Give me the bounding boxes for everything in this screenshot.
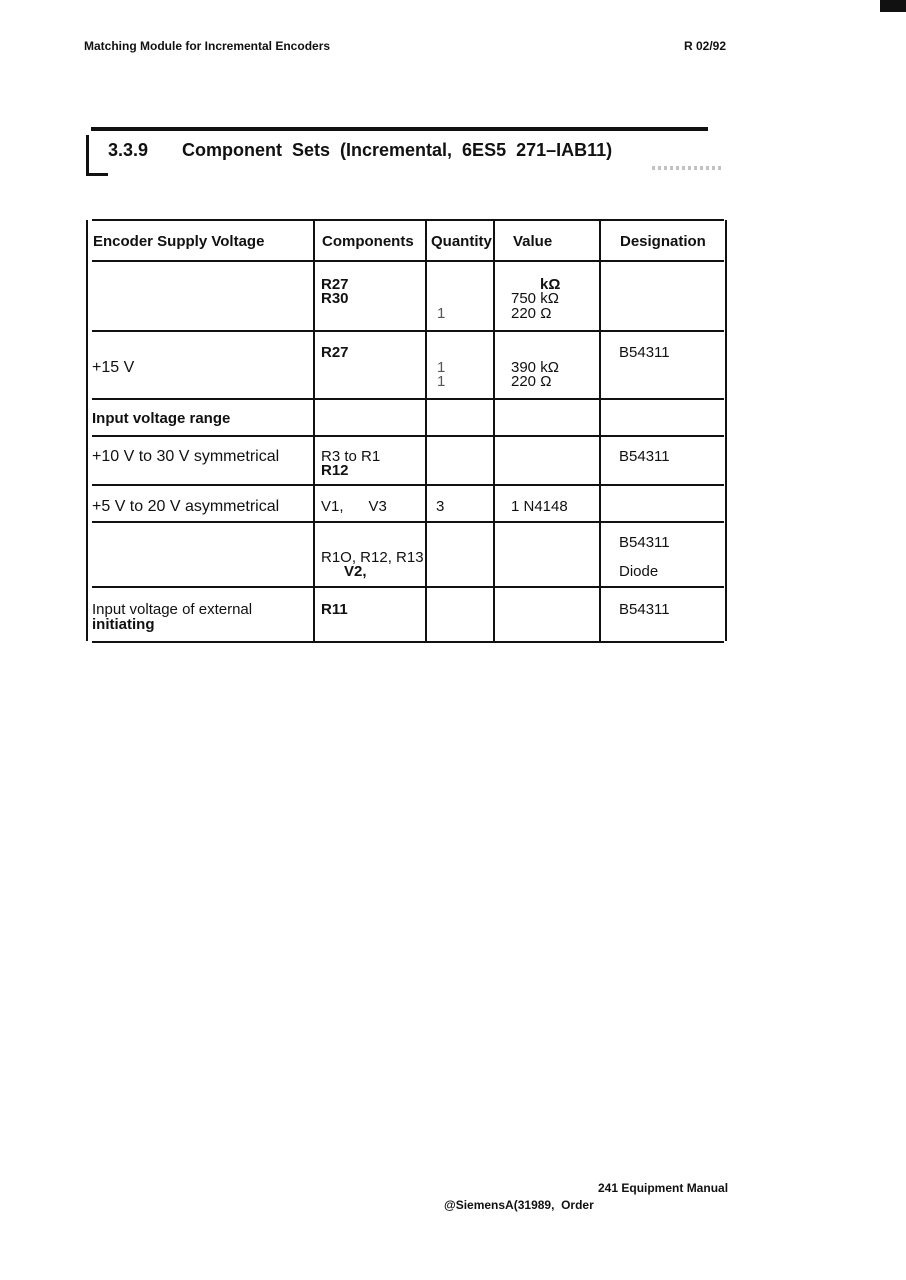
cell-component: R27: [321, 344, 349, 361]
running-header-title: Matching Module for Incremental Encoders: [84, 39, 331, 53]
cell-group-label: Input voltage range: [92, 410, 231, 427]
cell-value: kΩ: [540, 276, 561, 293]
footer-manual-title: 241 Equipment Manual: [598, 1181, 729, 1195]
cell-quantity: 1: [437, 305, 446, 322]
cell-component: R3 to R1: [321, 448, 381, 465]
footer-copyright: @SiemensA(31989, Order: [444, 1198, 594, 1212]
header-encoder-supply-voltage: Encoder Supply Voltage: [93, 233, 265, 250]
cell-supply-voltage: +15 V: [92, 359, 135, 376]
section-bracket-vertical: [86, 135, 89, 175]
row-divider: [92, 641, 724, 643]
row-divider: [92, 484, 724, 486]
cell-supply-voltage: initiating: [92, 616, 155, 633]
row-divider: [92, 330, 724, 332]
row-divider: [92, 398, 724, 400]
cell-component: R1O, R12, R13: [321, 549, 424, 566]
header-designation: Designation: [620, 233, 706, 250]
cell-component: R11: [321, 601, 348, 618]
header-value: Value: [513, 233, 553, 250]
column-divider: [313, 220, 315, 643]
cell-value: 220 Ω: [511, 305, 552, 322]
cell-value: 220 Ω: [511, 373, 552, 390]
cell-supply-voltage: +5 V to 20 V asymmetrical: [92, 498, 280, 515]
cell-designation: B54311: [619, 344, 670, 361]
column-divider: [425, 220, 427, 643]
section-bracket-horizontal: [86, 173, 108, 176]
cell-quantity: 3: [436, 498, 445, 515]
cell-value: 750 kΩ: [511, 290, 559, 307]
header-components: Components: [322, 233, 414, 250]
cell-supply-voltage: Input voltage of external: [92, 601, 253, 618]
table-border-right: [725, 220, 727, 641]
cell-designation: Diode: [619, 563, 659, 580]
scan-artifact: [652, 166, 724, 170]
cell-component: V1, V3: [321, 498, 387, 515]
cell-designation: B54311: [619, 448, 670, 465]
row-divider: [92, 219, 724, 221]
table-border-left: [86, 220, 88, 641]
cell-designation: B54311: [619, 534, 670, 551]
row-divider: [92, 586, 724, 588]
section-number: 3.3.9: [108, 140, 149, 160]
corner-scan-mark: [880, 0, 906, 12]
cell-value: 1 N4148: [511, 498, 568, 515]
running-header-revision: R 02/92: [684, 39, 727, 53]
cell-component: R12: [321, 462, 349, 479]
row-divider: [92, 260, 724, 262]
row-divider: [92, 521, 724, 523]
header-quantity: Quantity: [431, 233, 492, 250]
cell-component: V2,: [344, 563, 367, 580]
section-title: Component Sets (Incremental, 6ES5 271–IAB11): [182, 140, 613, 160]
row-divider: [92, 435, 724, 437]
cell-designation: B54311: [619, 601, 670, 618]
cell-component: R30: [321, 290, 349, 307]
section-rule: [91, 127, 708, 131]
column-divider: [599, 220, 601, 643]
cell-supply-voltage: +10 V to 30 V symmetrical: [92, 448, 280, 465]
column-divider: [493, 220, 495, 643]
cell-value: 390 kΩ: [511, 359, 559, 376]
cell-quantity: 1: [437, 373, 446, 390]
cell-quantity: 1: [437, 359, 446, 376]
cell-component: R27: [321, 276, 349, 293]
